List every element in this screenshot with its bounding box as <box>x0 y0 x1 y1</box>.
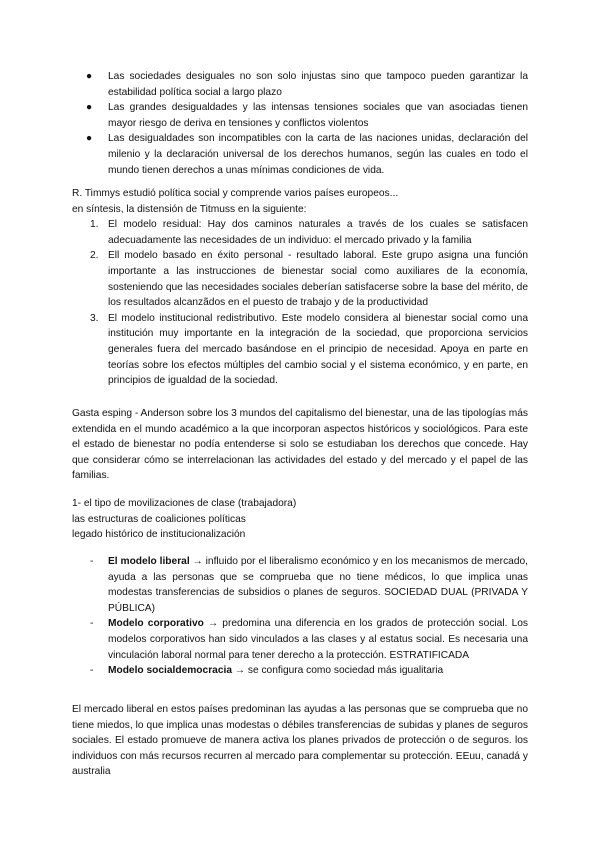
list-item: ● Las desigualdades son incompatibles con la carta de las naciones unidas, declaración del milenio y la declaración universal de los derechos humanos, según las cuales en todo el mundo tienen derechos a unas mínimas condiciones de vida. <box>86 133 528 176</box>
list-item: 1. El modelo residual: Hay dos caminos naturales a través de los cuales se satisfacen adecuadamente las necesidades de un individuo: el mercado privado y la familia <box>90 219 528 246</box>
list-item: 3. El modelo institucional redistributivo. Este modelo considera al bienestar social como una institución muy importante en la integración de la sociedad, que proporciona servicios generales fuera del mercado basándose en el principio de necesidad. Apoya en parte en teorías sobre los efectos múltiples del cambio social y el sistema económico, y en parte, en principios de igualdad de la sociedad. <box>90 312 528 387</box>
esping-paragraph: Gasta esping - Anderson sobre los 3 mundos del capitalismo del bienestar, una de las tipologías más extendida en el mundo académico a la que incorporan aspectos históricos y sociológicos. Para este el estado de bienestar no podía entenderse si solo se estudiaban los derechos que concede. Hay que considerar cómo se interrelacionan las actividades del estado y del mercado y el papel de las familias. <box>72 408 528 482</box>
bullet-list <box>72 69 528 178</box>
bullet-icon: ● <box>86 71 93 82</box>
model-title: El modelo liberal <box>108 556 190 567</box>
bullet-icon: ● <box>86 102 93 114</box>
titmuss-intro-2: en síntesis, la distensión de Titmuss en la siguiente: <box>72 203 307 215</box>
factors-list <box>72 496 528 543</box>
factor-line: las estructuras de coaliciones políticas <box>72 513 246 525</box>
model-title: Modelo corporativo <box>108 618 204 630</box>
list-item: - Modelo corporativo → predomina una diferencia en los grados de protección social. Los modelos corporativos han sido vinculados a las clases y al estatus social. Es necesaria una vinculación laboral normal para tener derecho a la protección. ESTRATIFICADA <box>90 618 528 661</box>
model-title: Modelo socialdemocracia <box>108 665 232 677</box>
list-item: - Modelo socialdemocracia → se configura como sociedad más igualitaria <box>90 665 444 677</box>
factor-line: 1- el tipo de movilizaciones de clase (trabajadora) <box>72 498 297 509</box>
list-item: - El modelo liberal → influido por el liberalismo económico y en los mecanismos de mercado, ayuda a las personas que se comprueba que no tiene médicos, lo que implica unas modestas transferencias de subsidios o planes de seguros. SOCIEDAD DUAL (PRIVADA Y PÚBLICA) <box>90 556 528 614</box>
list-item: ● Las grandes desigualdades y las intensas tensiones sociales que van asociadas tienen mayor riesgo de deriva en tensiones y conflictos violentos <box>86 102 528 129</box>
list-item: ● Las sociedades desiguales no son solo injustas sino que tampoco pueden garantizar la estabilidad política social a largo plazo <box>86 71 528 98</box>
models-list <box>72 554 528 679</box>
closing-paragraph: El mercado liberal en estos países predominan las ayudas a las personas que se comprueba que no tiene miedos, lo que implica unas modestas o débiles transferencias de subidas y planes de seguros sociales. El estado promueve de manera activa los planes privados de protección o de seguros. los individuos con más recursos recurren al mercado para complementar su protección. EEuu, canadá y australia <box>72 704 528 778</box>
titmuss-intro-1: R. Timmys estudió política social y comprende varios países europeos... <box>72 188 399 199</box>
bullet-section <box>72 69 528 178</box>
list-item: 2. Ell modelo basado en éxito personal - resultado laboral. Este grupo asigna una función importante a las instrucciones de bienestar social como auxiliares de la economía, sosteniendo que las necesidades sociales deberían satisfacerse sobre la base del mérito, de los resultados alcanzãdos en el puesto de trabajo y de la productividad <box>90 250 528 309</box>
titmuss-list <box>72 217 528 389</box>
models-section <box>72 554 528 679</box>
titmuss-section <box>72 186 528 389</box>
factor-line: legado histórico de institucionalización <box>72 529 246 541</box>
bullet-icon: ● <box>86 133 93 145</box>
